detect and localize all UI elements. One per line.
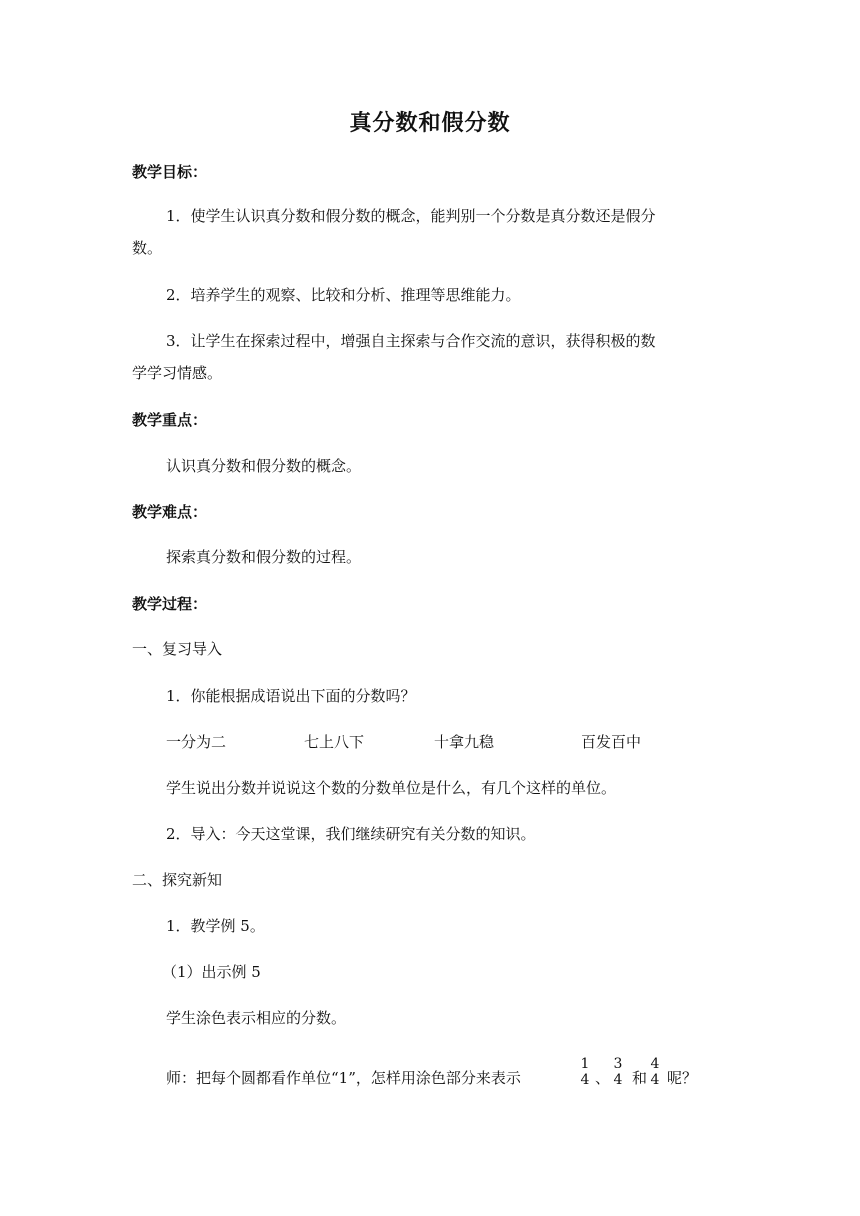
fraction-denominator: 4 [580,1072,590,1088]
question-2: 2．导入：今天这堂课，我们继续研究有关分数的知识。 [166,825,536,843]
objective-1-line-1: 1．使学生认识真分数和假分数的概念，能判别一个分数是真分数还是假分 [166,207,656,225]
question-1: 1．你能根据成语说出下面的分数吗？ [166,687,416,705]
objective-3-line-2: 学学习情感。 [132,364,223,382]
fraction-3-4 [611,1056,625,1088]
teacher-question-suffix: 呢？ [667,1069,698,1087]
idiom-4: 百发百中 [581,733,642,751]
difficulty-heading: 教学难点： [132,503,208,521]
page-title: 真分数和假分数 [349,111,511,136]
objective-1-line-2: 数。 [132,239,163,257]
idiom-3: 十拿九稳 [434,733,495,751]
example-heading: 1．教学例 5。 [166,917,265,935]
process-heading: 教学过程： [132,595,208,613]
fraction-numerator: 4 [650,1056,660,1072]
section-1-heading: 一、复习导入 [132,640,223,658]
key-point-heading: 教学重点： [132,411,208,429]
color-task: 学生涂色表示相应的分数。 [166,1009,347,1027]
fraction-denominator: 4 [613,1072,623,1088]
sub-item-1: （1）出示例 5 [162,963,261,981]
fraction-denominator: 4 [650,1072,660,1088]
key-point-text: 认识真分数和假分数的概念。 [166,457,362,475]
fraction-separator-1: 、 [595,1069,611,1087]
objective-3-line-1: 3．让学生在探索过程中，增强自主探索与合作交流的意识，获得积极的数 [166,332,656,350]
idiom-2: 七上八下 [304,733,365,751]
difficulty-text: 探索真分数和假分数的过程。 [166,548,362,566]
fraction-4-4 [648,1056,662,1088]
fraction-numerator: 3 [613,1056,623,1072]
fraction-separator-2: 和 [632,1069,648,1087]
objective-2: 2．培养学生的观察、比较和分析、推理等思维能力。 [166,286,521,304]
fraction-1-4 [578,1056,592,1088]
teacher-question-prefix: 师：把每个圆都看作单位“1”，怎样用涂色部分来表示 [166,1069,521,1087]
fraction-numerator: 1 [580,1056,590,1072]
idiom-1: 一分为二 [166,733,227,751]
question-1-note: 学生说出分数并说说这个数的分数单位是什么，有几个这样的单位。 [166,779,617,797]
section-2-heading: 二、探究新知 [132,871,223,889]
objectives-heading: 教学目标： [132,163,208,181]
